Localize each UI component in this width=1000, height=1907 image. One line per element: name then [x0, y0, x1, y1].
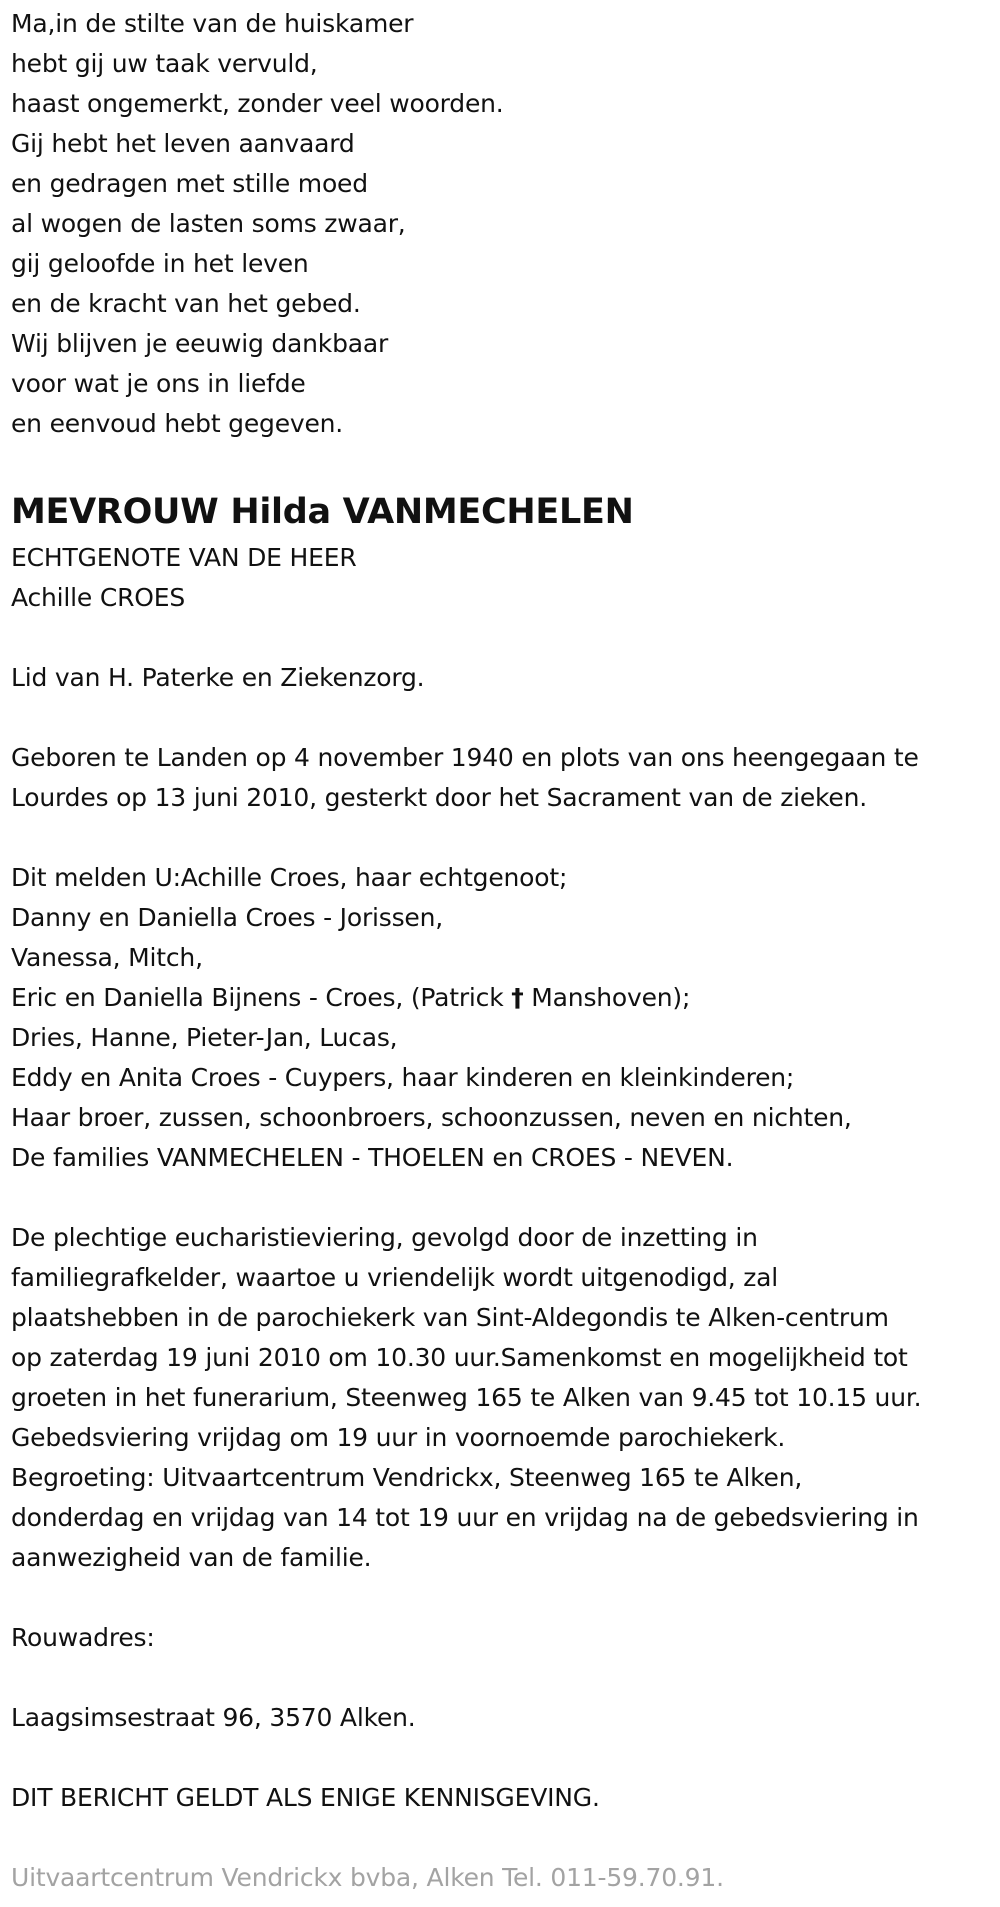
ceremony-line: groeten in het funerarium, Steenweg 165 te Alken van 9.45 tot 10.15 uur. [11, 1383, 922, 1412]
announcer-text: Manshoven); [523, 983, 691, 1012]
poem-line: Ma,in de stilte van de huiskamer [11, 9, 414, 38]
announcer-line: Dries, Hanne, Pieter-Jan, Lucas, [11, 1023, 398, 1052]
announcer-line: Haar broer, zussen, schoonbroers, schoonzussen, neven en nichten, [11, 1103, 852, 1132]
poem-line: gij geloofde in het leven [11, 249, 309, 278]
ceremony-line: De plechtige eucharistieviering, gevolgd door de inzetting in [11, 1223, 758, 1252]
spacer [11, 818, 1000, 858]
ceremony-line: familiegrafkelder, waartoe u vriendelijk wordt uitgenodigd, zal [11, 1263, 779, 1292]
ceremony-line: Gebedsviering vrijdag om 19 uur in voornoemde parochiekerk. [11, 1423, 786, 1452]
announcer-line: Danny en Daniella Croes - Jorissen, [11, 903, 443, 932]
spacer [11, 1578, 1000, 1618]
poem-line: Gij hebt het leven aanvaard [11, 129, 355, 158]
announcer-line [11, 978, 1000, 1018]
poem-line: en de kracht van het gebed. [11, 289, 361, 318]
announcer-line: Eddy en Anita Croes - Cuypers, haar kinderen en kleinkinderen; [11, 1063, 795, 1092]
announcer-text: Eric en Daniella Bijnens - Croes, (Patrick [11, 983, 512, 1012]
spacer [11, 1818, 1000, 1858]
spacer [11, 1658, 1000, 1698]
ceremony-line: donderdag en vrijdag van 14 tot 19 uur en vrijdag na de gebedsviering in [11, 1503, 919, 1532]
ceremony-line: aanwezigheid van de familie. [11, 1543, 372, 1572]
mourning-address: Laagsimsestraat 96, 3570 Alken. [11, 1703, 416, 1732]
announcer-line: Dit melden U:Achille Croes, haar echtgenoot; [11, 863, 568, 892]
announcers-list [11, 858, 1000, 1178]
spacer [11, 1738, 1000, 1778]
poem-line: hebt gij uw taak vervuld, [11, 49, 318, 78]
poem-line: voor wat je ons in liefde [11, 369, 306, 398]
poem-line: haast ongemerkt, zonder veel woorden. [11, 89, 504, 118]
spacer [11, 618, 1000, 658]
funeral-home-footer: Uitvaartcentrum Vendrickx bvba, Alken Tel. 011-59.70.91. [11, 1863, 724, 1892]
ceremony-line: plaatshebben in de parochiekerk van Sint-Aldegondis te Alken-centrum [11, 1303, 889, 1332]
announcer-line: Vanessa, Mitch, [11, 943, 203, 972]
poem-line: al wogen de lasten soms zwaar, [11, 209, 406, 238]
ceremony-paragraph [11, 1218, 1000, 1578]
deceased-name-heading: MEVROUW Hilda VANMECHELEN [11, 492, 634, 532]
membership-text: Lid van H. Paterke en Ziekenzorg. [11, 663, 425, 692]
poem-line: en eenvoud hebt gegeven. [11, 409, 344, 438]
cross-icon: † [511, 983, 524, 1012]
birth-death-line: Geboren te Landen op 4 november 1940 en plots van ons heengegaan te [11, 743, 919, 772]
spacer [11, 698, 1000, 738]
relation-text: ECHTGENOTE VAN DE HEER [11, 543, 357, 572]
poem [11, 4, 1000, 444]
birth-death-paragraph [11, 738, 1000, 818]
ceremony-line: op zaterdag 19 juni 2010 om 10.30 uur.Samenkomst en mogelijkheid tot [11, 1343, 908, 1372]
spacer [11, 1178, 1000, 1218]
announcer-line: De families VANMECHELEN - THOELEN en CROES - NEVEN. [11, 1143, 734, 1172]
spouse-name: Achille CROES [11, 583, 185, 612]
birth-death-line: Lourdes op 13 juni 2010, gesterkt door het Sacrament van de zieken. [11, 783, 867, 812]
mourning-address-label: Rouwadres: [11, 1623, 155, 1652]
poem-line: en gedragen met stille moed [11, 169, 368, 198]
poem-line: Wij blijven je eeuwig dankbaar [11, 329, 389, 358]
notice-text: DIT BERICHT GELDT ALS ENIGE KENNISGEVING. [11, 1783, 600, 1812]
ceremony-line: Begroeting: Uitvaartcentrum Vendrickx, Steenweg 165 te Alken, [11, 1463, 803, 1492]
